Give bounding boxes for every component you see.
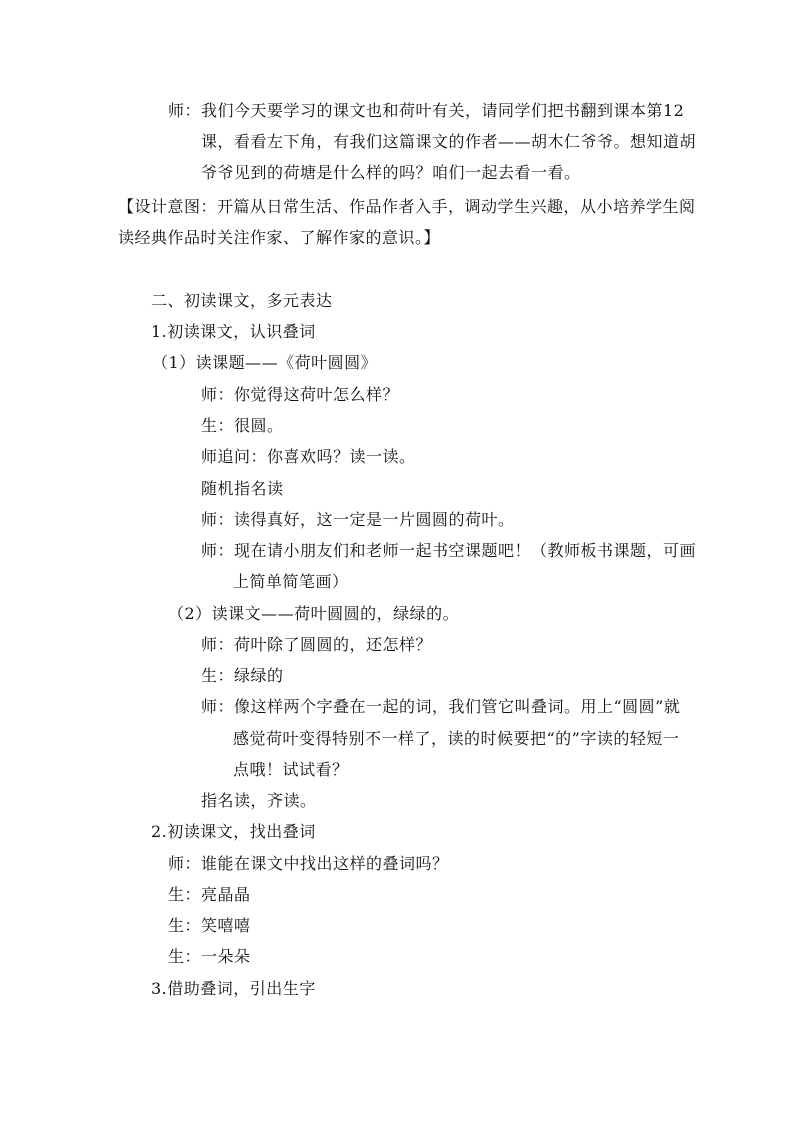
dialogue-line: 师追问：你喜欢吗？读一读。 xyxy=(201,447,416,466)
step-heading-1: （1）读课题——《荷叶圆圆》 xyxy=(152,353,378,372)
teacher-intro-line-2: 课，看看左下角，有我们这篇课文的作者——胡木仁爷爷。想知道胡 xyxy=(201,132,697,151)
subsection-heading-3: 3.借助叠词，引出生字 xyxy=(151,979,316,998)
dialogue-line: 生：一朵朵 xyxy=(168,947,251,966)
dialogue-line-continued: 感觉荷叶变得特别不一样了，读的时候要把“的”字读的轻短一 xyxy=(233,729,680,748)
design-intent-line-1: 【设计意图：开篇从日常生活、作品作者入手，调动学生兴趣，从小培养学生阅 xyxy=(118,197,696,216)
step-heading-2: （2）读课文——荷叶圆圆的，绿绿的。 xyxy=(168,604,460,623)
dialogue-line: 师：你觉得这荷叶怎么样？ xyxy=(201,385,400,404)
subsection-heading-1: 1.初读课文，认识叠词 xyxy=(151,322,316,341)
subsection-heading-2: 2.初读课文，找出叠词 xyxy=(151,822,316,841)
section-heading: 二、初读课文，多元表达 xyxy=(151,291,333,310)
teacher-intro-line-3: 爷爷见到的荷塘是什么样的吗？咱们一起去看一看。 xyxy=(201,163,581,182)
dialogue-line: 师：读得真好，这一定是一片圆圆的荷叶。 xyxy=(201,510,515,529)
dialogue-line: 生：绿绿的 xyxy=(201,666,284,685)
dialogue-line: 师：荷叶除了圆圆的，还怎样？ xyxy=(201,635,433,654)
dialogue-line: 师：像这样两个字叠在一起的词，我们管它叫叠词。用上“圆圆”就 xyxy=(201,697,681,716)
dialogue-line-continued: 点哦！试试看？ xyxy=(233,760,349,779)
dialogue-line: 随机指名读 xyxy=(201,479,284,498)
dialogue-line: 师：现在请小朋友们和老师一起书空课题吧！（教师板书课题，可画 xyxy=(201,541,697,560)
dialogue-line: 师：谁能在课文中找出这样的叠词吗？ xyxy=(168,854,449,873)
dialogue-line-continued: 上简单简笔画） xyxy=(233,572,349,591)
dialogue-line: 生：笑嘻嘻 xyxy=(168,916,251,935)
dialogue-line: 生：很圆。 xyxy=(201,416,284,435)
dialogue-line: 生：亮晶晶 xyxy=(168,885,251,904)
design-intent-line-2: 读经典作品时关注作家、了解作家的意识。】 xyxy=(118,228,441,247)
dialogue-line: 指名读，齐读。 xyxy=(201,791,317,810)
teacher-intro-line-1: 师：我们今天要学习的课文也和荷叶有关，请同学们把书翻到课本第12 xyxy=(168,101,685,120)
